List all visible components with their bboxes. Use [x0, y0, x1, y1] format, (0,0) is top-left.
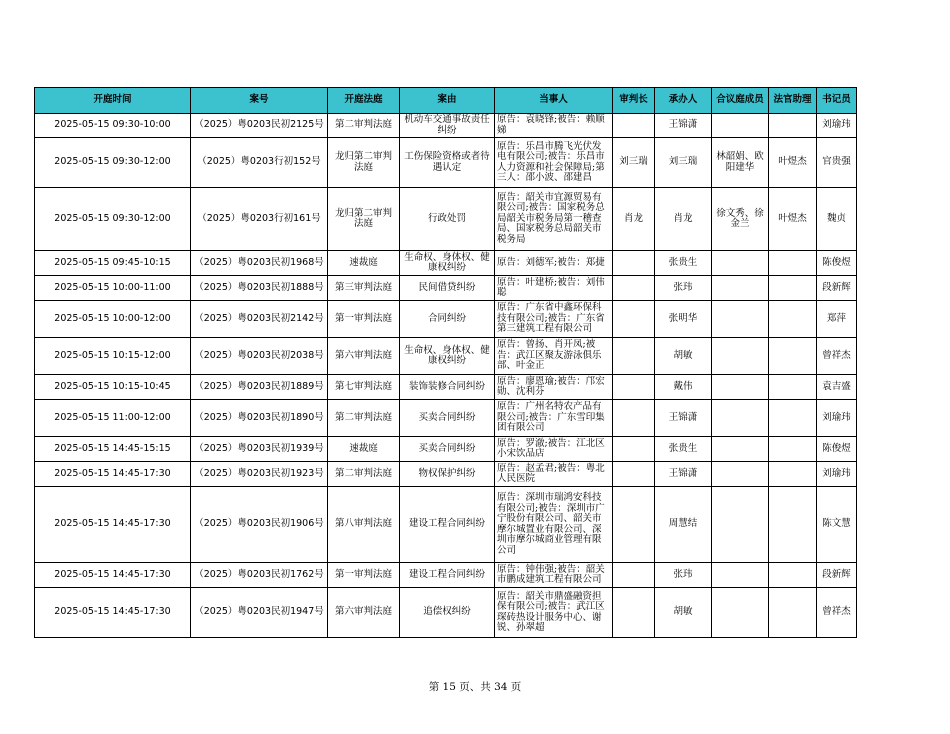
hearing-time-cell: 2025-05-15 10:15-10:45 [35, 375, 191, 400]
hearing-schedule-table [34, 87, 857, 638]
header-presiding-judge: 审判长 [613, 88, 655, 114]
hearing-time-cell: 2025-05-15 09:30-10:00 [35, 114, 191, 138]
table-row [35, 400, 857, 437]
handler-cell: 张玮 [655, 563, 712, 588]
case-number-cell: （2025）粤0203民初1762号 [191, 563, 328, 588]
handler-cell: 王锦潇 [655, 462, 712, 487]
presiding-judge-cell: 刘三瑞 [613, 138, 655, 188]
header-courtroom: 开庭法庭 [328, 88, 400, 114]
cause-cell: 民间借贷纠纷 [400, 276, 495, 301]
judge-assistant-cell [769, 276, 817, 301]
judge-assistant-cell [769, 462, 817, 487]
clerk-cell: 袁吉盛 [817, 375, 857, 400]
case-number-cell: （2025）粤0203民初1889号 [191, 375, 328, 400]
handler-cell: 王锦潇 [655, 114, 712, 138]
header-judge-assistant: 法官助理 [769, 88, 817, 114]
parties-cell: 原告：曾扬、肖开凤;被告：武江区聚友游泳俱乐部、叶金正 [495, 338, 613, 375]
presiding-judge-cell [613, 338, 655, 375]
case-number-cell: （2025）粤0203民初1888号 [191, 276, 328, 301]
courtroom-cell: 第八审判法庭 [328, 487, 400, 563]
cause-cell: 合同纠纷 [400, 301, 495, 338]
case-number-cell: （2025）粤0203民初2125号 [191, 114, 328, 138]
header-clerk: 书记员 [817, 88, 857, 114]
courtroom-cell: 第二审判法庭 [328, 114, 400, 138]
hearing-time-cell: 2025-05-15 14:45-17:30 [35, 563, 191, 588]
clerk-cell: 段新辉 [817, 563, 857, 588]
hearing-time-cell: 2025-05-15 10:00-11:00 [35, 276, 191, 301]
panel-members-cell [712, 400, 769, 437]
courtroom-cell: 第二审判法庭 [328, 462, 400, 487]
panel-members-cell [712, 114, 769, 138]
table-row [35, 487, 857, 563]
table-row [35, 301, 857, 338]
hearing-time-cell: 2025-05-15 10:00-12:00 [35, 301, 191, 338]
presiding-judge-cell [613, 301, 655, 338]
handler-cell: 刘三瑞 [655, 138, 712, 188]
parties-cell: 原告：罗澈;被告：江北区小宋饮品店 [495, 437, 613, 462]
table-row [35, 563, 857, 588]
clerk-cell: 陈俊煜 [817, 437, 857, 462]
judge-assistant-cell [769, 251, 817, 276]
parties-cell: 原告：深圳市瑞鸿安科技有限公司;被告：深圳市广宁股份有限公司、韶关市摩尔城置业有限公司、深圳市摩尔城商业管理有限公司 [495, 487, 613, 563]
judge-assistant-cell: 叶煜杰 [769, 188, 817, 251]
table-row [35, 276, 857, 301]
presiding-judge-cell [613, 114, 655, 138]
table-body [35, 114, 857, 638]
panel-members-cell [712, 301, 769, 338]
parties-cell: 原告：叶建桥;被告：刘伟聪 [495, 276, 613, 301]
cause-cell: 建设工程合同纠纷 [400, 487, 495, 563]
handler-cell: 张明华 [655, 301, 712, 338]
courtroom-cell: 速裁庭 [328, 437, 400, 462]
presiding-judge-cell [613, 588, 655, 638]
presiding-judge-cell [613, 462, 655, 487]
parties-cell: 原告：刘德军;被告：郑捷 [495, 251, 613, 276]
page-footer: 第 15 页、共 34 页 [428, 681, 522, 693]
header-parties: 当事人 [495, 88, 613, 114]
presiding-judge-cell [613, 487, 655, 563]
parties-cell: 原告：广东省中鑫环保科技有限公司;被告：广东省第三建筑工程有限公司 [495, 301, 613, 338]
judge-assistant-cell [769, 563, 817, 588]
parties-cell: 原告：韶关市宜源贸易有限公司;被告：国家税务总局韶关市税务局第一稽查局、国家税务总局韶关市税务局 [495, 188, 613, 251]
table-row [35, 114, 857, 138]
clerk-cell: 段新辉 [817, 276, 857, 301]
cause-cell: 行政处罚 [400, 188, 495, 251]
table-row [35, 437, 857, 462]
hearing-time-cell: 2025-05-15 10:15-12:00 [35, 338, 191, 375]
clerk-cell: 刘瑜玮 [817, 400, 857, 437]
cause-cell: 追偿权纠纷 [400, 588, 495, 638]
handler-cell: 胡敏 [655, 338, 712, 375]
case-number-cell: （2025）粤0203民初1939号 [191, 437, 328, 462]
table-header-row [35, 88, 857, 114]
handler-cell: 胡敏 [655, 588, 712, 638]
hearing-time-cell: 2025-05-15 14:45-17:30 [35, 487, 191, 563]
panel-members-cell [712, 588, 769, 638]
handler-cell: 张贵生 [655, 437, 712, 462]
courtroom-cell: 龙归第二审判法庭 [328, 188, 400, 251]
presiding-judge-cell [613, 563, 655, 588]
hearing-time-cell: 2025-05-15 09:30-12:00 [35, 138, 191, 188]
presiding-judge-cell [613, 375, 655, 400]
courtroom-cell: 第三审判法庭 [328, 276, 400, 301]
case-number-cell: （2025）粤0203民初1947号 [191, 588, 328, 638]
handler-cell: 周慧结 [655, 487, 712, 563]
table-row [35, 588, 857, 638]
judge-assistant-cell [769, 400, 817, 437]
cause-cell: 生命权、身体权、健康权纠纷 [400, 251, 495, 276]
case-number-cell: （2025）粤0203民初1890号 [191, 400, 328, 437]
cause-cell: 买卖合同纠纷 [400, 437, 495, 462]
handler-cell: 王锦潇 [655, 400, 712, 437]
panel-members-cell: 徐文秀、徐金兰 [712, 188, 769, 251]
clerk-cell: 郑萍 [817, 301, 857, 338]
parties-cell: 原告：廖恩瑜;被告：邝宏勋、沈利芬 [495, 375, 613, 400]
hearing-time-cell: 2025-05-15 09:30-12:00 [35, 188, 191, 251]
courtroom-cell: 第六审判法庭 [328, 338, 400, 375]
judge-assistant-cell [769, 375, 817, 400]
hearing-time-cell: 2025-05-15 14:45-15:15 [35, 437, 191, 462]
parties-cell: 原告：袁晓锋;被告：赖顺娣 [495, 114, 613, 138]
case-number-cell: （2025）粤0203民初1968号 [191, 251, 328, 276]
presiding-judge-cell: 肖龙 [613, 188, 655, 251]
hearing-time-cell: 2025-05-15 11:00-12:00 [35, 400, 191, 437]
table-row [35, 338, 857, 375]
table-row [35, 462, 857, 487]
clerk-cell: 刘瑜玮 [817, 462, 857, 487]
case-number-cell: （2025）粤0203民初1906号 [191, 487, 328, 563]
hearing-time-cell: 2025-05-15 09:45-10:15 [35, 251, 191, 276]
panel-members-cell [712, 251, 769, 276]
judge-assistant-cell [769, 114, 817, 138]
judge-assistant-cell [769, 301, 817, 338]
header-hearing-time: 开庭时间 [35, 88, 191, 114]
case-number-cell: （2025）粤0203民初2142号 [191, 301, 328, 338]
clerk-cell: 曾祥杰 [817, 588, 857, 638]
table-row [35, 188, 857, 251]
parties-cell: 原告：赵孟君;被告：粤北人民医院 [495, 462, 613, 487]
hearing-time-cell: 2025-05-15 14:45-17:30 [35, 462, 191, 487]
header-case-number: 案号 [191, 88, 328, 114]
courtroom-cell: 速裁庭 [328, 251, 400, 276]
cause-cell: 买卖合同纠纷 [400, 400, 495, 437]
header-panel-members: 合议庭成员 [712, 88, 769, 114]
panel-members-cell: 林韶娟、欧阳建华 [712, 138, 769, 188]
parties-cell: 原告：广州名特农产品有限公司;被告：广东雪印集团有限公司 [495, 400, 613, 437]
presiding-judge-cell [613, 437, 655, 462]
clerk-cell: 陈俊煜 [817, 251, 857, 276]
panel-members-cell [712, 338, 769, 375]
panel-members-cell [712, 462, 769, 487]
courtroom-cell: 第一审判法庭 [328, 301, 400, 338]
judge-assistant-cell [769, 588, 817, 638]
handler-cell: 张贵生 [655, 251, 712, 276]
cause-cell: 物权保护纠纷 [400, 462, 495, 487]
clerk-cell: 魏贞 [817, 188, 857, 251]
parties-cell: 原告：钟伟强;被告：韶关市鹏成建筑工程有限公司 [495, 563, 613, 588]
courtroom-cell: 龙归第二审判法庭 [328, 138, 400, 188]
case-number-cell: （2025）粤0203民初2038号 [191, 338, 328, 375]
clerk-cell: 陈文慧 [817, 487, 857, 563]
case-number-cell: （2025）粤0203行初161号 [191, 188, 328, 251]
panel-members-cell [712, 276, 769, 301]
courtroom-cell: 第六审判法庭 [328, 588, 400, 638]
header-cause: 案由 [400, 88, 495, 114]
panel-members-cell [712, 437, 769, 462]
presiding-judge-cell [613, 251, 655, 276]
table-row [35, 251, 857, 276]
cause-cell: 建设工程合同纠纷 [400, 563, 495, 588]
panel-members-cell [712, 375, 769, 400]
clerk-cell: 曾祥杰 [817, 338, 857, 375]
presiding-judge-cell [613, 276, 655, 301]
handler-cell: 戴伟 [655, 375, 712, 400]
courtroom-cell: 第一审判法庭 [328, 563, 400, 588]
header-handler: 承办人 [655, 88, 712, 114]
panel-members-cell [712, 563, 769, 588]
cause-cell: 工伤保险资格或者待遇认定 [400, 138, 495, 188]
judge-assistant-cell [769, 437, 817, 462]
judge-assistant-cell [769, 487, 817, 563]
judge-assistant-cell: 叶煜杰 [769, 138, 817, 188]
parties-cell: 原告：乐昌市腾飞光伏发电有限公司;被告：乐昌市人力资源和社会保障局;第三人：邵小波、邵建昌 [495, 138, 613, 188]
clerk-cell: 刘瑜玮 [817, 114, 857, 138]
handler-cell: 肖龙 [655, 188, 712, 251]
cause-cell: 生命权、身体权、健康权纠纷 [400, 338, 495, 375]
courtroom-cell: 第二审判法庭 [328, 400, 400, 437]
case-number-cell: （2025）粤0203行初152号 [191, 138, 328, 188]
table-row [35, 138, 857, 188]
cause-cell: 装饰装修合同纠纷 [400, 375, 495, 400]
cause-cell: 机动车交通事故责任纠纷 [400, 114, 495, 138]
clerk-cell: 官贵强 [817, 138, 857, 188]
parties-cell: 原告：韶关市鼎盛融资担保有限公司;被告：武江区琛砖热设计服务中心、谢锐、孙翠超 [495, 588, 613, 638]
table-row [35, 375, 857, 400]
hearing-time-cell: 2025-05-15 14:45-17:30 [35, 588, 191, 638]
case-number-cell: （2025）粤0203民初1923号 [191, 462, 328, 487]
panel-members-cell [712, 487, 769, 563]
judge-assistant-cell [769, 338, 817, 375]
presiding-judge-cell [613, 400, 655, 437]
handler-cell: 张玮 [655, 276, 712, 301]
courtroom-cell: 第七审判法庭 [328, 375, 400, 400]
